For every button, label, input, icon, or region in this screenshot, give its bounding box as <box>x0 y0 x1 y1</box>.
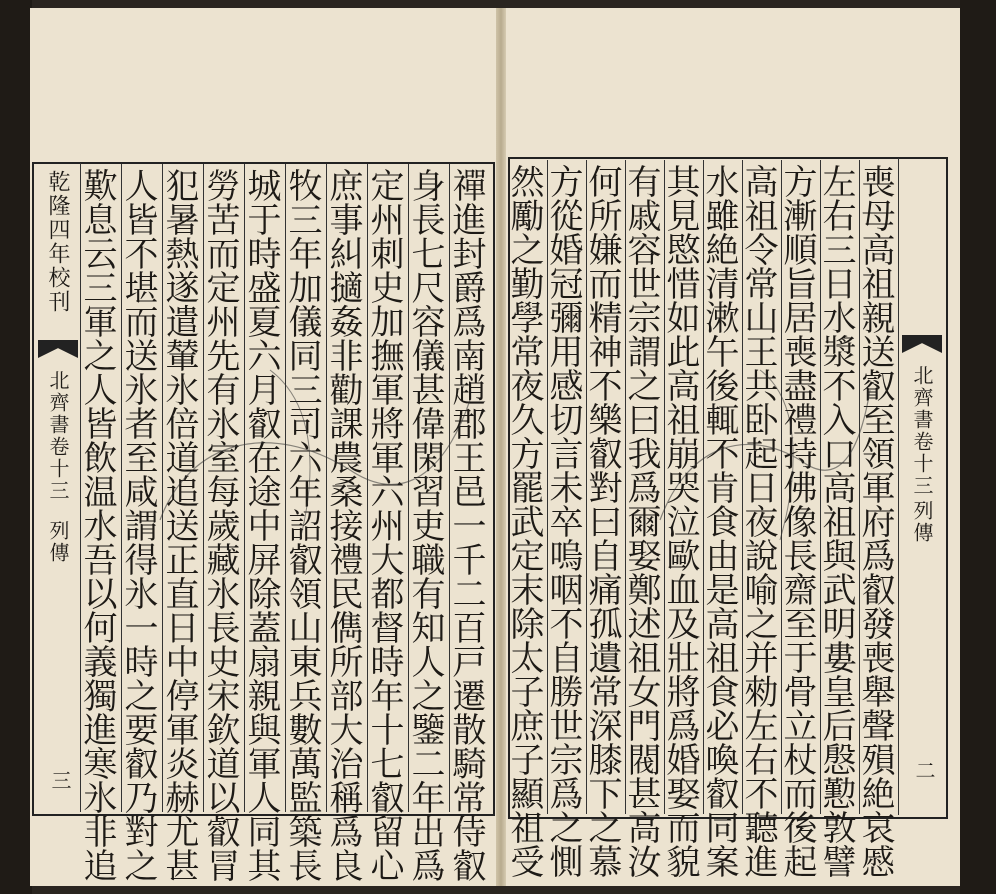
right-text-column: 方 漸 順 旨 居 喪 盡 禮 持 佛 像 長 齋 至 于 骨 立 杖 而 後 起 <box>783 163 818 883</box>
right-text-column: 何 所 嫌 而 精 神 不 樂 叡 對 曰 自 痛 孤 遺 常 深 膝 下 之 慕 <box>588 163 623 883</box>
right-text-column: 左 右 三 日 水 漿 不 入 口 高 祖 與 武 明 婁 皇 后 慇 懃 敦 譬 <box>822 163 857 883</box>
right-text-column: 高 祖 令 常 山 王 共 卧 起 日 夜 說 喻 之 并 勑 左 右 不 聽 進 <box>744 163 779 883</box>
right-section-label: 列傳 <box>910 500 934 544</box>
left-background <box>0 0 32 894</box>
right-text-column: 有 戚 容 世 宗 謂 之 曰 我 爲 爾 娶 鄭 述 祖 女 門 閥 甚 高 汝 <box>627 163 662 883</box>
right-page-number: 二 <box>912 760 936 782</box>
right-text-column: 方 從 婚 冠 彌 用 感 切 言 未 卒 嗚 咽 不 自 勝 世 宗 爲 之 惻 <box>549 163 584 883</box>
right-text-column: 然 勵 之 勤 學 常 夜 久 方 罷 武 定 末 除 太 子 庶 子 顯 祖 受 <box>510 163 545 883</box>
right-text-column: 水 雖 絶 清 漱 午 後 輒 不 肯 食 由 是 高 祖 食 必 喚 叡 同 案 <box>705 163 740 883</box>
left-column-rule <box>121 164 122 812</box>
book-gutter <box>496 8 506 886</box>
left-text-column: 庶 事 糾 擿 姦 非 勸 課 農 桑 接 禮 民 儁 所 部 大 治 稱 爲 良 <box>329 167 364 887</box>
left-text-column: 牧 三 年 加 儀 同 三 司 六 年 詔 叡 領 山 東 兵 數 萬 監 築 長 <box>288 167 323 887</box>
edition-label: 乾隆四年校刊 <box>45 170 70 314</box>
right-fold-mark <box>650 340 880 570</box>
left-text-column: 身 長 七 尺 容 儀 甚 偉 閑 習 吏 職 有 知 人 之 鑒 二 年 出 爲 <box>411 167 446 887</box>
left-text-column: 城 于 時 盛 夏 六 月 叡 在 途 中 屏 除 蓋 扇 親 與 軍 人 同 其 <box>247 167 282 887</box>
left-text-column: 犯 暑 熱 遂 遣 輦 氷 倍 道 追 送 正 直 日 中 停 軍 炎 赫 尤 甚 <box>165 167 200 887</box>
left-page-number: 三 <box>48 770 72 792</box>
left-text-column: 人 皆 不 堪 而 送 氷 者 至 咸 謂 得 氷 一 時 之 要 叡 乃 對 之 <box>124 167 159 887</box>
left-text-column: 勞 苦 而 定 州 先 有 氷 室 每 歲 藏 氷 長 史 宋 欽 道 以 叡 冐 <box>206 167 241 887</box>
left-text-column: 禪 進 封 爵 爲 南 趙 郡 王 邑 一 千 二 百 戸 遷 散 騎 常 侍 叡 <box>452 167 487 887</box>
left-fold-mark <box>150 340 480 570</box>
right-background <box>960 0 996 894</box>
right-text-column: 喪 母 高 祖 親 送 叡 至 領 軍 府 爲 叡 發 喪 舉 聲 殞 絶 哀 慼 <box>861 163 896 883</box>
right-book-title: 北齊書卷十三 <box>910 365 934 497</box>
left-text-column: 歎 息 云 三 軍 之 人 皆 飲 温 水 吾 以 何 義 獨 進 寒 氷 非 追 <box>83 167 118 887</box>
left-book-title: 北齊書卷十三 <box>46 370 70 502</box>
left-text-column: 定 州 刺 史 加 撫 軍 將 軍 六 州 大 都 督 時 年 十 七 叡 留 心 <box>370 167 405 887</box>
left-section-label: 列傳 <box>46 520 70 564</box>
right-text-column: 其 見 愍 惜 如 此 高 祖 崩 哭 泣 歐 血 及 壯 將 爲 婚 娶 而 貌 <box>666 163 701 883</box>
